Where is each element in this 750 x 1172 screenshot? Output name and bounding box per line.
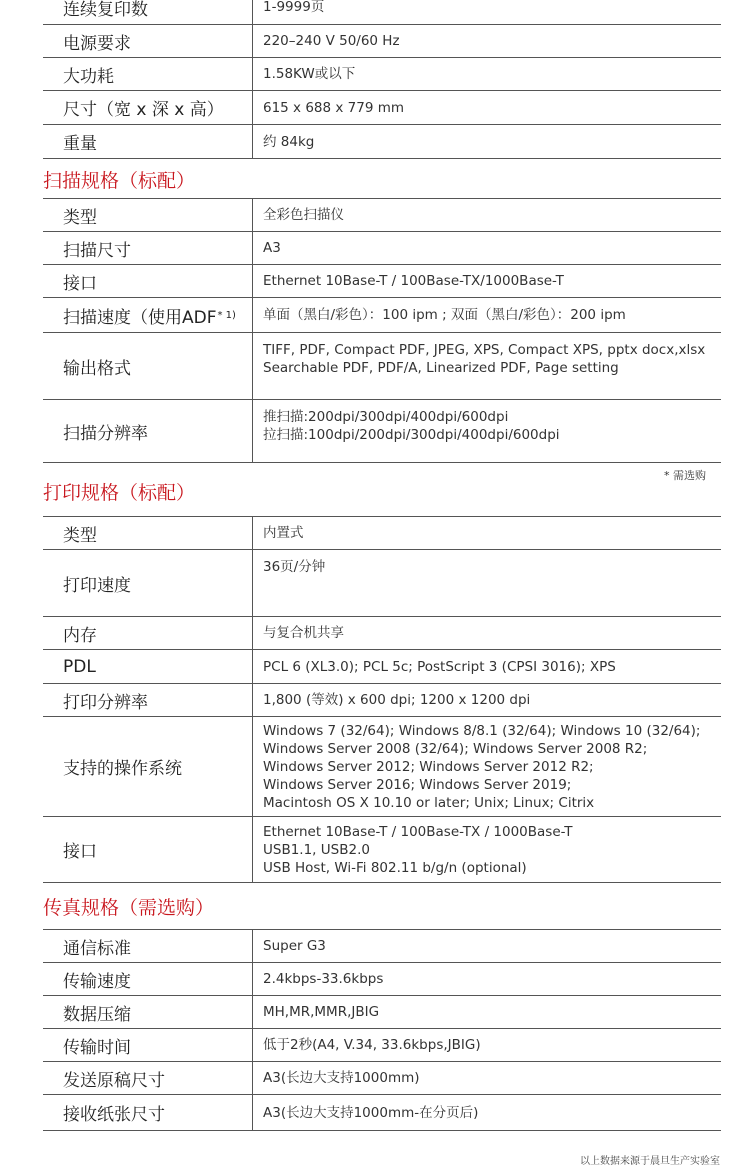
row-value	[253, 1029, 721, 1061]
fax-section-title: 传真规格（需选购）	[43, 897, 215, 919]
row-label: 打印速度	[43, 550, 253, 616]
value-line: 1,800 (等效) x 600 dpi; 1200 x 1200 dpi	[263, 692, 531, 708]
table-row	[43, 58, 721, 91]
row-label: 数据压缩	[43, 996, 253, 1028]
row-label: 电源要求	[43, 25, 253, 57]
row-value	[253, 617, 721, 649]
value-line: USB1.1, USB2.0	[263, 841, 370, 858]
row-label: 输出格式	[43, 333, 253, 399]
value-line: 推扫描:200dpi/300dpi/400dpi/600dpi	[263, 409, 509, 425]
row-value	[253, 91, 721, 124]
value-line: 拉扫描:100dpi/200dpi/300dpi/400dpi/600dpi	[263, 427, 560, 443]
row-label: 支持的操作系统	[43, 717, 253, 816]
value-line: PCL 6 (XL3.0); PCL 5c; PostScript 3 (CPSI 3016); XPS	[263, 658, 616, 675]
value-line: 615 x 688 x 779 mm	[263, 99, 405, 116]
row-value	[253, 550, 721, 616]
row-label: 扫描尺寸	[43, 232, 253, 264]
value-line: Windows Server 2016; Windows Server 2019;	[263, 776, 572, 793]
table-row	[43, 684, 721, 717]
table-row	[43, 198, 721, 232]
value-line: Searchable PDF, PDF/A, Linearized PDF, Page setting	[263, 360, 619, 376]
value-line: Macintosh OS X 10.10 or later; Unix; Linux; Citrix	[263, 794, 595, 811]
table-row	[43, 550, 721, 617]
table-row	[43, 996, 721, 1029]
value-line: A3	[263, 240, 281, 256]
scan-section-title: 扫描规格（标配）	[43, 170, 196, 192]
row-label: 尺寸（宽 x 深 x 高）	[43, 91, 253, 124]
row-label: PDL	[43, 650, 253, 683]
row-label: 重量	[43, 125, 253, 158]
row-value	[253, 125, 721, 158]
table-row	[43, 963, 721, 996]
label-text: 扫描速度（使用ADF	[63, 307, 217, 328]
table-row	[43, 333, 721, 400]
row-value	[253, 58, 721, 90]
table-row	[43, 125, 721, 159]
row-value	[253, 996, 721, 1028]
table-row	[43, 232, 721, 265]
row-value	[253, 400, 721, 462]
label-footnote: * 1)	[217, 309, 236, 321]
row-label: 接收纸张尺寸	[43, 1095, 253, 1130]
row-value	[253, 650, 721, 683]
scan-spec-table	[43, 198, 721, 463]
table-row	[43, 650, 721, 684]
print-spec-table	[43, 516, 721, 883]
row-value	[253, 333, 721, 399]
row-value	[253, 717, 721, 816]
table-row	[43, 400, 721, 463]
value-line: Windows Server 2008 (32/64); Windows Server 2008 R2;	[263, 740, 648, 757]
value-line: 2.4kbps-33.6kbps	[263, 971, 384, 987]
row-label: 传输时间	[43, 1029, 253, 1061]
value-line: USB Host, Wi-Fi 802.11 b/g/n (optional)	[263, 859, 527, 876]
table-row	[43, 265, 721, 298]
value-line: 单面（黑白/彩色）：100 ipm ; 双面（黑白/彩色）：200 ipm	[263, 307, 626, 323]
row-value	[253, 0, 721, 24]
row-value	[253, 25, 721, 57]
value-line: 全彩色扫描仪	[263, 207, 344, 223]
table-row	[43, 929, 721, 963]
table-row	[43, 516, 721, 550]
row-value	[253, 517, 721, 549]
value-line: A3(长边大支持1000mm-在分页后)	[263, 1104, 479, 1121]
row-label: 接口	[43, 265, 253, 297]
table-row	[43, 817, 721, 883]
optional-note: * 需选购	[664, 469, 706, 482]
table-row	[43, 617, 721, 650]
table-row	[43, 1029, 721, 1062]
value-line: 低于2秒(A4, V.34, 33.6kbps,JBIG)	[263, 1037, 481, 1053]
table-row	[43, 1062, 721, 1095]
row-label: 接口	[43, 817, 253, 882]
table-row	[43, 25, 721, 58]
row-label: 类型	[43, 517, 253, 549]
row-value	[253, 963, 721, 995]
table-row	[43, 298, 721, 333]
row-value	[253, 199, 721, 231]
table-row	[43, 0, 721, 25]
row-label: 传输速度	[43, 963, 253, 995]
row-label: 打印分辨率	[43, 684, 253, 716]
value-line: TIFF, PDF, Compact PDF, JPEG, XPS, Compact XPS, pptx docx,xlsx	[263, 342, 706, 358]
row-value	[253, 232, 721, 264]
row-value	[253, 1062, 721, 1094]
row-label: 连续复印数	[43, 0, 253, 24]
row-label: 发送原稿尺寸	[43, 1062, 253, 1094]
row-label: 扫描分辨率	[43, 400, 253, 462]
row-value	[253, 817, 721, 882]
row-label: 大功耗	[43, 58, 253, 90]
value-line: 36页/分钟	[263, 559, 326, 575]
general-spec-table	[43, 0, 721, 159]
value-line: Windows 7 (32/64); Windows 8/8.1 (32/64); Windows 10 (32/64);	[263, 722, 701, 739]
value-line: 220–240 V 50/60 Hz	[263, 33, 400, 49]
value-line: 内置式	[263, 525, 304, 541]
print-section-title: 打印规格（标配）	[43, 482, 196, 504]
row-value	[253, 1095, 721, 1130]
row-value	[253, 930, 721, 962]
row-value	[253, 684, 721, 716]
value-line: 1-9999页	[263, 0, 325, 15]
row-value	[253, 298, 721, 332]
value-line: Ethernet 10Base-T / 100Base-TX / 1000Base-T	[263, 823, 573, 840]
row-label: 内存	[43, 617, 253, 649]
value-line: Windows Server 2012; Windows Server 2012 R2;	[263, 758, 594, 775]
value-line: Super G3	[263, 938, 326, 954]
value-line: A3(长边大支持1000mm)	[263, 1070, 420, 1086]
table-row	[43, 91, 721, 125]
value-line: Ethernet 10Base-T / 100Base-TX/1000Base-T	[263, 273, 564, 289]
value-line: 与复合机共享	[263, 625, 344, 641]
data-source-note: 以上数据来源于晨旦生产实验室	[580, 1156, 720, 1167]
row-label	[43, 298, 253, 332]
row-value	[253, 265, 721, 297]
row-label: 通信标准	[43, 930, 253, 962]
fax-spec-table	[43, 929, 721, 1131]
table-row	[43, 717, 721, 817]
value-line: MH,MR,MMR,JBIG	[263, 1004, 380, 1020]
value-line: 1.58KW或以下	[263, 66, 356, 82]
table-row	[43, 1095, 721, 1131]
value-line: 约 84kg	[263, 133, 315, 150]
row-label: 类型	[43, 199, 253, 231]
